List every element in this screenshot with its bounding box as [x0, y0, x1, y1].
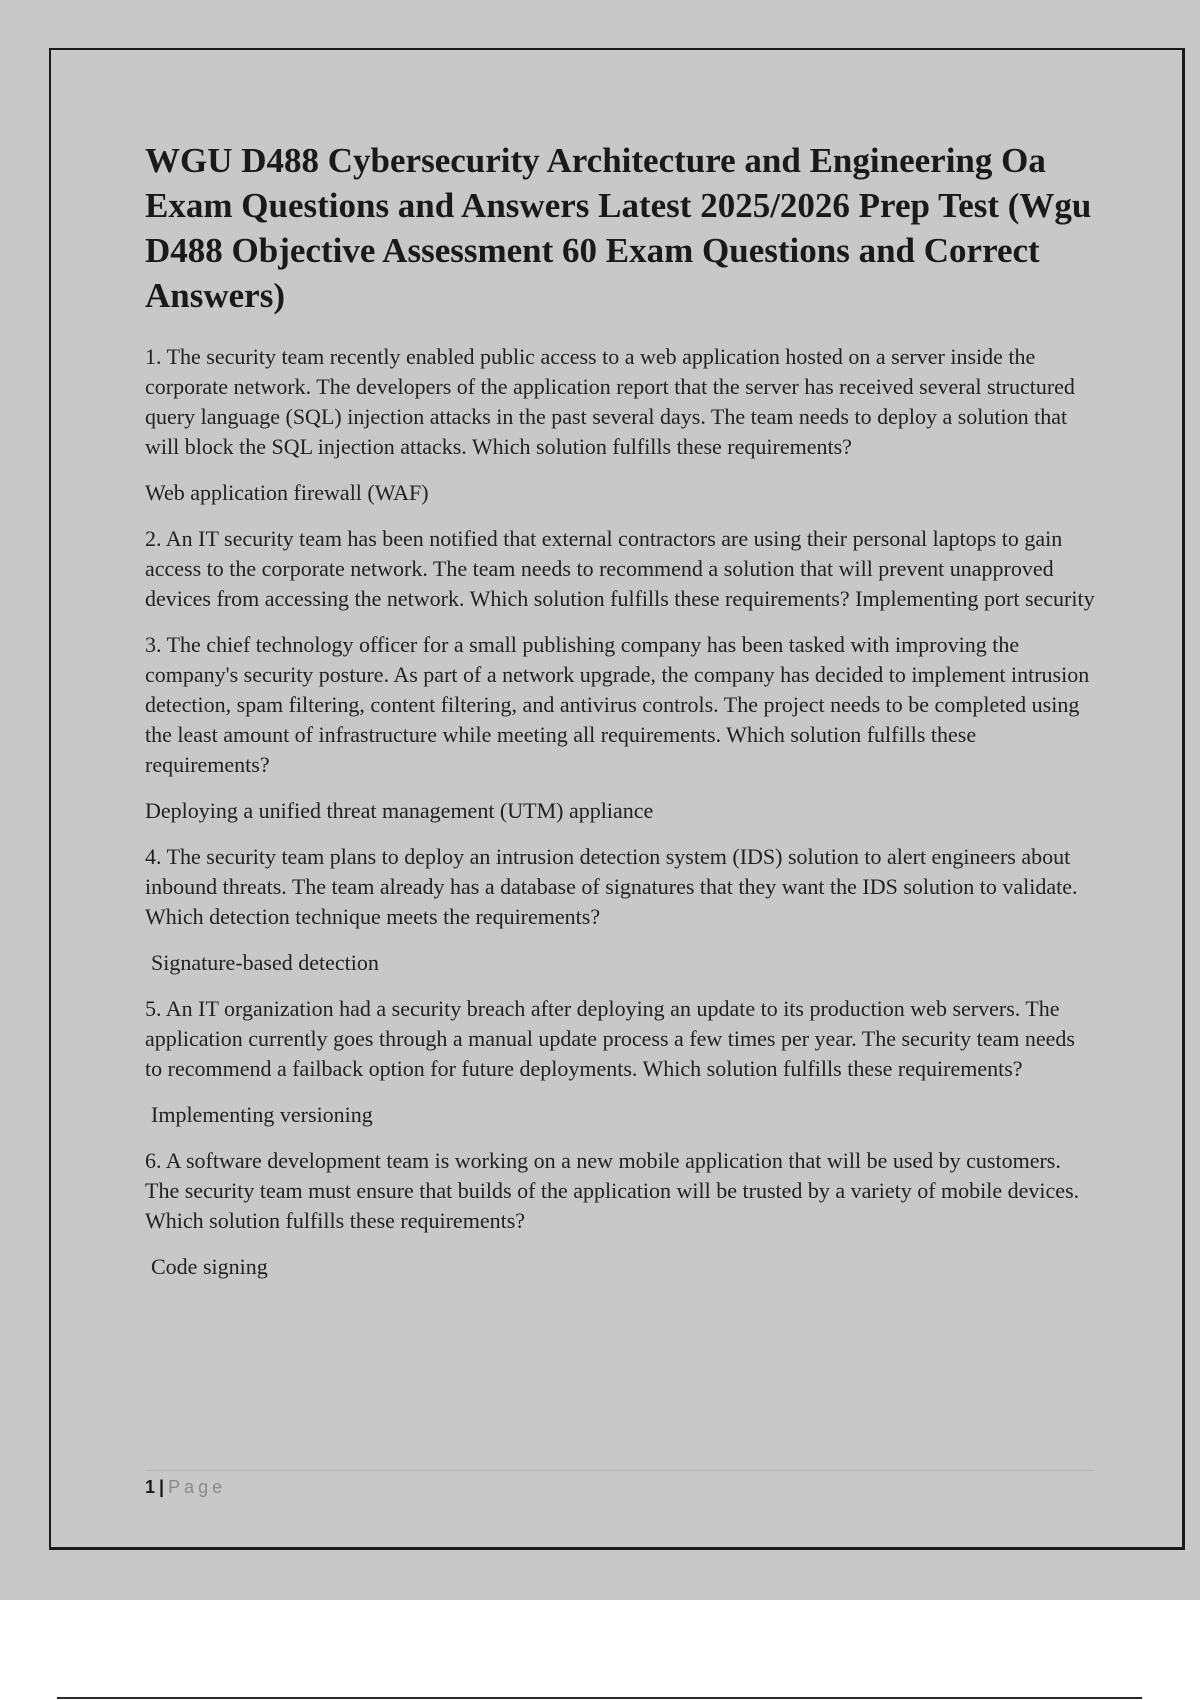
answer-5: Implementing versioning [151, 1102, 373, 1127]
answer-1: Web application firewall (WAF) [145, 480, 429, 505]
page-label: Page [168, 1477, 227, 1497]
page-number: 1 [145, 1477, 156, 1497]
answer-4: Signature-based detection [151, 950, 379, 975]
question-5: 5. An IT organization had a security breach after deploying an update to its production web servers. The application currently goes through a manual update process a few times per year. The security team needs to recommend a failback option for future deployments. Which solution fulfills these requirements? [145, 996, 1075, 1081]
document-title: WGU D488 Cybersecurity Architecture and Engineering Oa Exam Questions and Answers Latest 2025/2026 Prep Test (Wgu D488 Objective Assessment 60 Exam Questions and Correct Answers) [145, 141, 1092, 315]
next-page-top-rule [57, 1697, 1142, 1699]
answer-3: Deploying a unified threat management (UTM) appliance [145, 798, 654, 823]
question-2: 2. An IT security team has been notified that external contractors are using their personal laptops to gain access to the corporate network. The team needs to recommend a solution that will prevent unapproved devices from accessing the network. Which solution fulfills these requirements? Implementing port security [145, 526, 1095, 611]
question-3: 3. The chief technology officer for a small publishing company has been tasked with improving the company's security posture. As part of a network upgrade, the company has decided to implement intrusion detection, spam filtering, content filtering, and antivirus controls. The project needs to be completed using the least amount of infrastructure while meeting all requirements. Which solution fulfills these requirements? [145, 632, 1090, 777]
question-1: 1. The security team recently enabled public access to a web application hosted on a server inside the corporate network. The developers of the application report that the server has received several structured query language (SQL) injection attacks in the past several days. The team needs to deploy a solution that will block the SQL injection attacks. Which solution fulfills these requirements? [145, 344, 1075, 459]
question-4: 4. The security team plans to deploy an intrusion detection system (IDS) solution to alert engineers about inbound threats. The team already has a database of signatures that they want the IDS solution to validate. Which detection technique meets the requirements? [145, 844, 1078, 929]
answer-6: Code signing [151, 1254, 268, 1279]
page-footer [145, 1470, 1095, 1499]
question-6: 6. A software development team is working on a new mobile application that will be used by customers. The security team must ensure that builds of the application will be trusted by a variety of mobile devices. Which solution fulfills these requirements? [145, 1148, 1080, 1233]
footer-separator: | [159, 1477, 165, 1497]
question-list [145, 342, 1095, 1282]
page-content [145, 138, 1095, 1298]
